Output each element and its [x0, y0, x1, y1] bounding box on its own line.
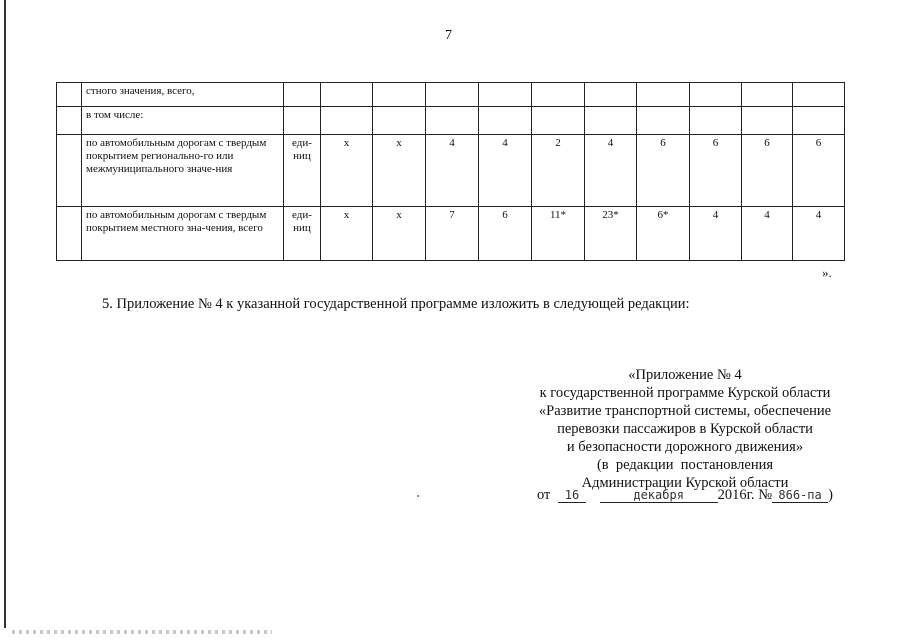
table-row: [57, 135, 845, 207]
appendix-line: к государственной программе Курской области: [539, 385, 831, 401]
value-cell: 7: [426, 207, 479, 261]
value-cell: [690, 83, 742, 107]
row-label: стного значения, всего,: [82, 83, 284, 107]
row-label: по автомобильным дорогам с твердым покрытием регионально-го или межмуниципального значе-ния: [82, 135, 284, 207]
value-cell: 6: [742, 135, 793, 207]
value-cell: 6*: [637, 207, 690, 261]
row-number-cell: [57, 135, 82, 207]
table-row: [57, 83, 845, 107]
value-cell: [793, 107, 845, 135]
row-number-cell: [57, 207, 82, 261]
value-cell: [532, 83, 585, 107]
appendix-line: «Развитие транспортной системы, обеспечение: [538, 403, 832, 419]
number-sign: №: [758, 487, 773, 503]
scan-speck: [417, 495, 419, 497]
value-cell: [637, 83, 690, 107]
value-cell: 6: [479, 207, 532, 261]
date-year: 2016г.: [717, 487, 755, 503]
value-cell: [426, 107, 479, 135]
appendix-header: [520, 366, 850, 492]
value-cell: [373, 107, 426, 135]
value-cell: 6: [637, 135, 690, 207]
closing-paren: ): [828, 487, 833, 503]
page-number: 7: [445, 28, 452, 43]
value-cell: [637, 107, 690, 135]
value-cell: [742, 107, 793, 135]
appendix-line: (в редакции постановления: [596, 457, 774, 473]
unit-cell: еди-ниц: [284, 207, 321, 261]
value-cell: [321, 107, 373, 135]
value-cell: х: [373, 135, 426, 207]
row-number-cell: [57, 83, 82, 107]
appendix-line: перевозки пассажиров в Курской области: [557, 421, 813, 437]
value-cell: 6: [793, 135, 845, 207]
date-month: декабря: [600, 488, 718, 503]
amendment-instruction: 5. Приложение № 4 к указанной государственной программе изложить в следующей редакции:: [102, 296, 690, 312]
value-cell: [321, 83, 373, 107]
value-cell: [373, 83, 426, 107]
row-label: в том числе:: [82, 107, 284, 135]
page-left-rule: [4, 0, 6, 628]
resolution-number: 866-па: [772, 488, 828, 503]
value-cell: [742, 83, 793, 107]
value-cell: [690, 107, 742, 135]
date-day: 16: [558, 488, 586, 503]
value-cell: 4: [426, 135, 479, 207]
from-label: от: [537, 487, 551, 503]
value-cell: [585, 107, 637, 135]
closing-quote: ».: [822, 265, 832, 280]
value-cell: 4: [479, 135, 532, 207]
value-cell: [479, 83, 532, 107]
unit-cell: [284, 83, 321, 107]
row-label: по автомобильным дорогам с твердым покрытием местного зна-чения, всего: [82, 207, 284, 261]
value-cell: 6: [690, 135, 742, 207]
unit-cell: [284, 107, 321, 135]
value-cell: [426, 83, 479, 107]
table-row: [57, 207, 845, 261]
value-cell: [479, 107, 532, 135]
value-cell: 23*: [585, 207, 637, 261]
value-cell: х: [373, 207, 426, 261]
row-number-cell: [57, 107, 82, 135]
value-cell: х: [321, 207, 373, 261]
value-cell: [532, 107, 585, 135]
value-cell: 4: [585, 135, 637, 207]
value-cell: [793, 83, 845, 107]
scan-noise: [12, 630, 272, 634]
value-cell: 11*: [532, 207, 585, 261]
table-row: [57, 107, 845, 135]
value-cell: 4: [690, 207, 742, 261]
resolution-date-line: [537, 487, 833, 504]
value-cell: 2: [532, 135, 585, 207]
unit-cell: еди-ниц: [284, 135, 321, 207]
value-cell: 4: [742, 207, 793, 261]
value-cell: [585, 83, 637, 107]
value-cell: х: [321, 135, 373, 207]
value-cell: 4: [793, 207, 845, 261]
indicators-table: [56, 82, 845, 261]
appendix-line: и безопасности дорожного движения»: [566, 439, 804, 455]
appendix-line: «Приложение № 4: [628, 367, 742, 383]
appendix-line: Администрации Курской области: [581, 475, 789, 491]
